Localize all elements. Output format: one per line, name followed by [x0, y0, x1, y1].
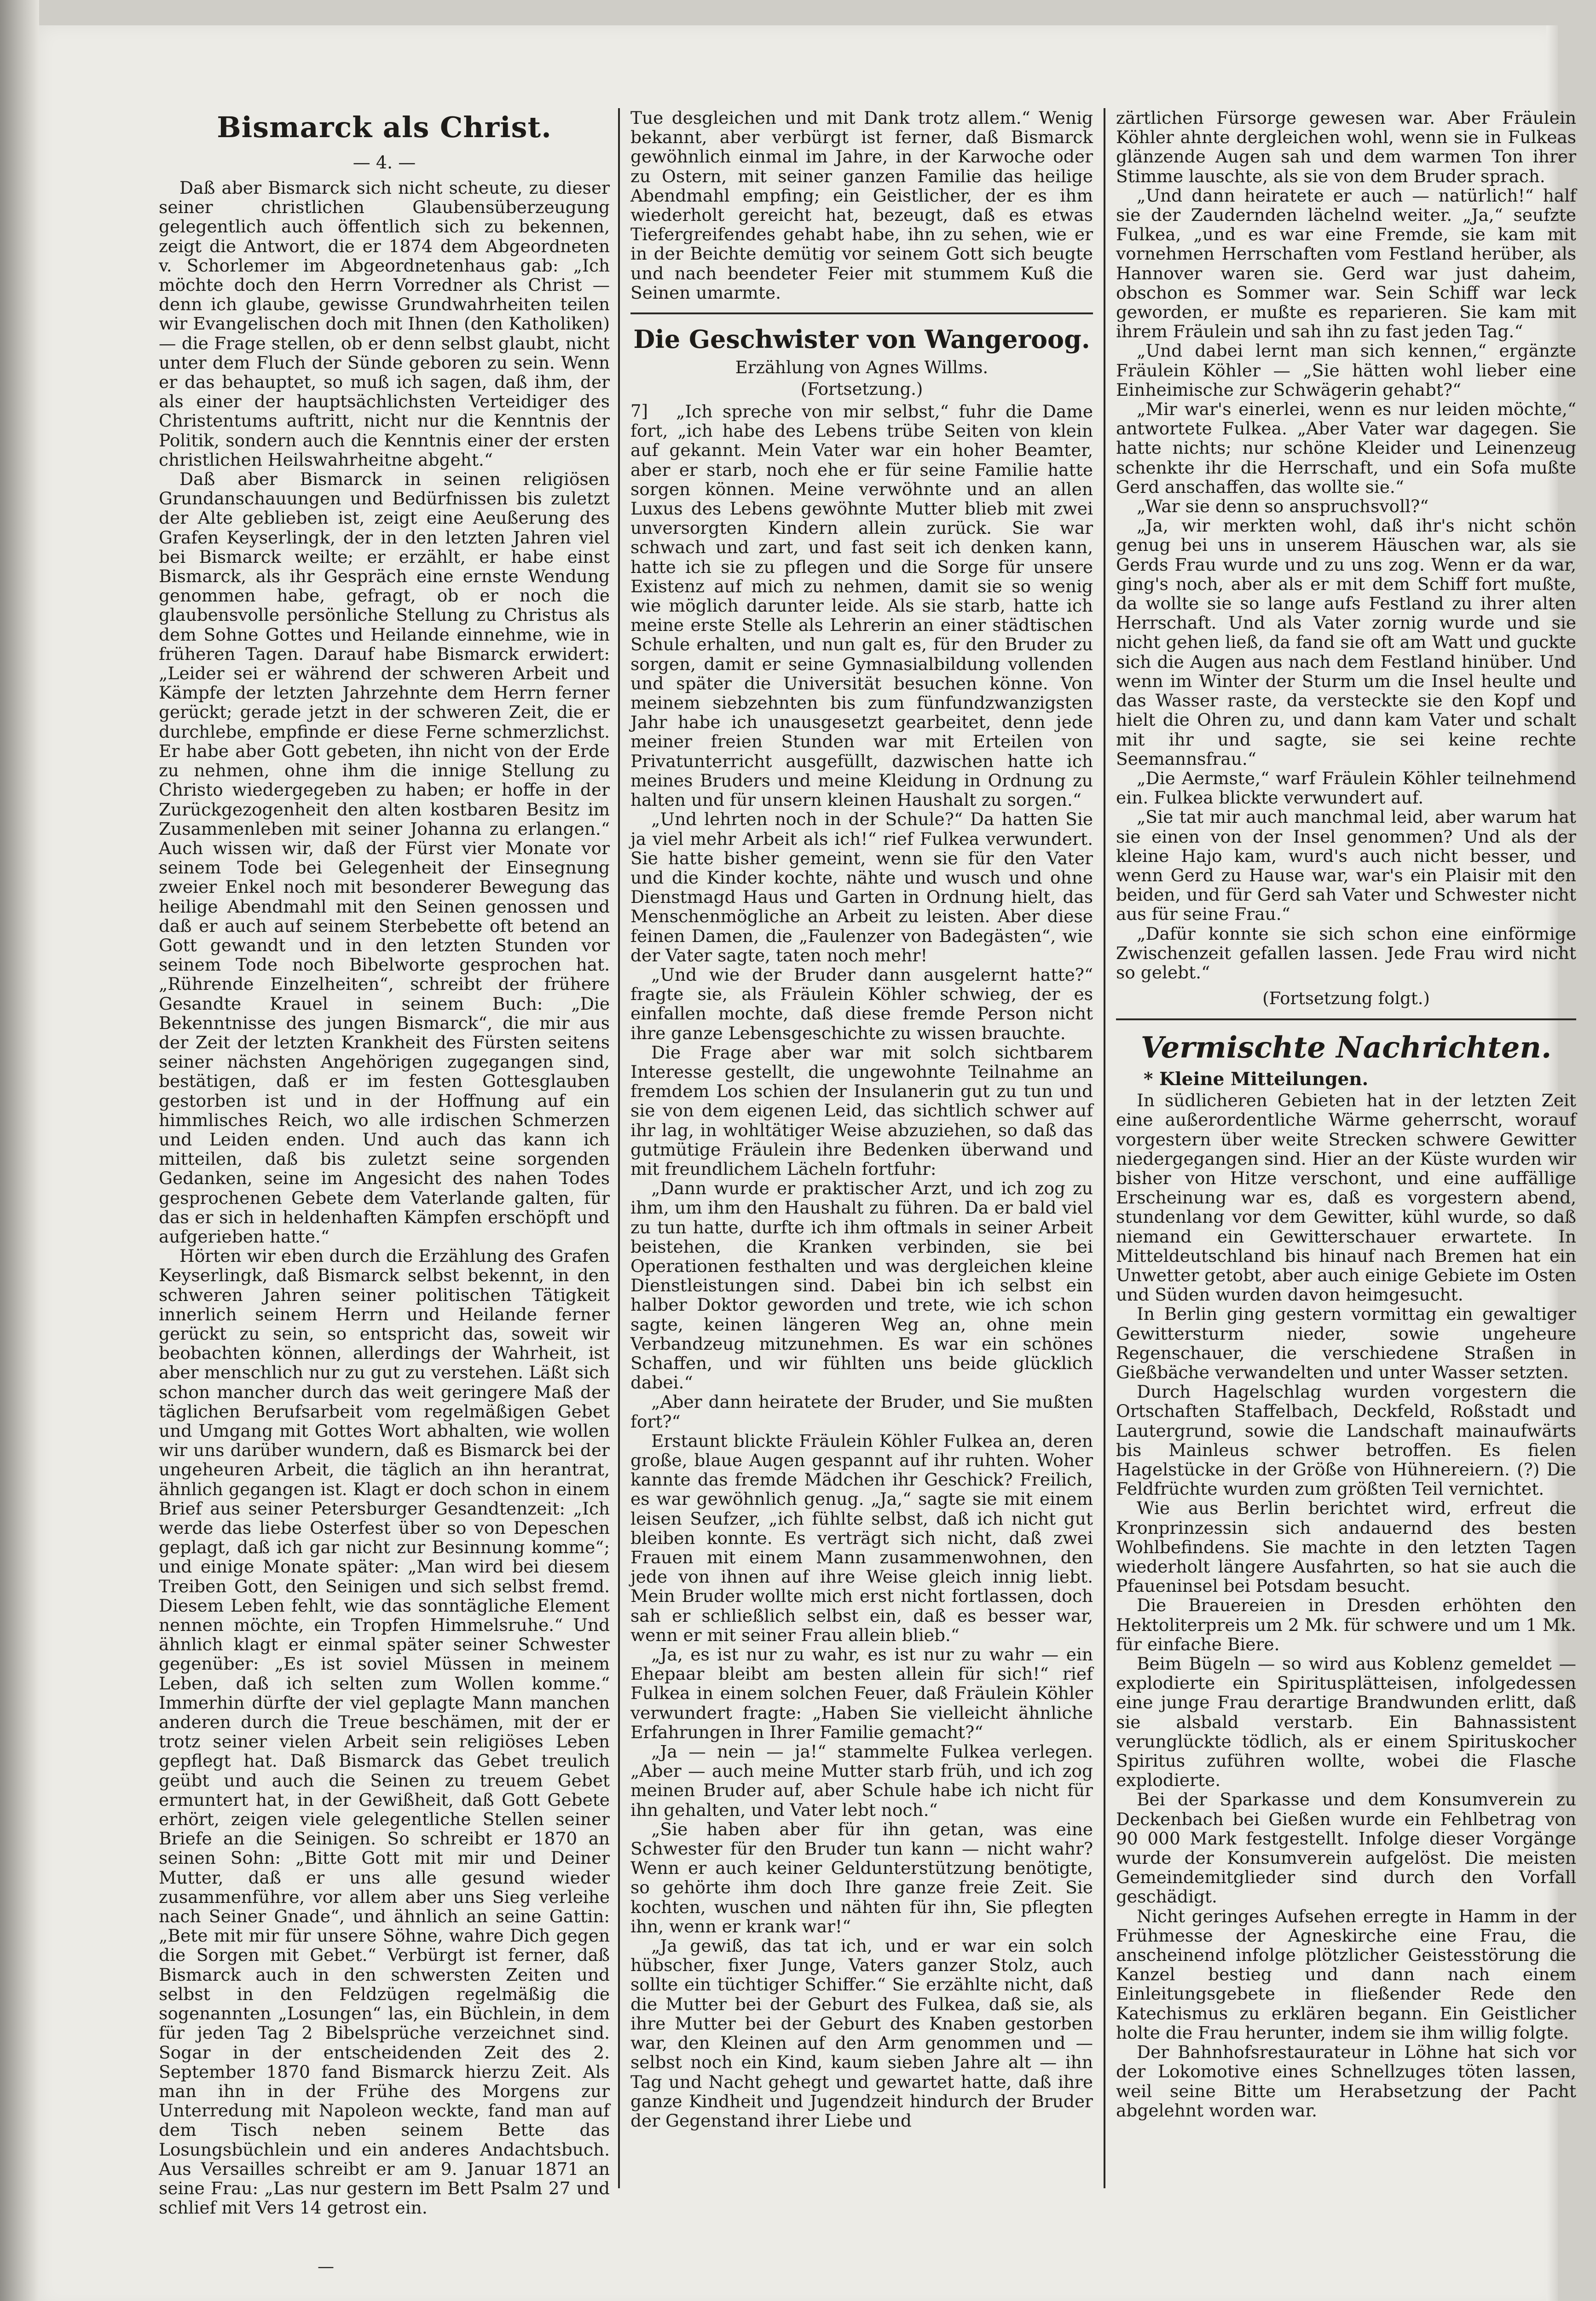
paragraph: „Und wie der Bruder dann ausgelernt hatte?“ fragte sie, als Fräulein Köhler schwieg, der es einfallen mochte, daß diese fremde Person nicht ihre ganze Lebensgeschichte zu wissen brauchte. [630, 964, 1093, 1043]
paragraph: Tue desgleichen und mit Dank trotz allem.“ Wenig bekannt, aber verbürgt ist ferner, daß Bismarck gewöhnlich einmal im Jahre, in der Karwoche oder zu Ostern, mit seiner ganzen Familie das heilige Abendmahl empfing; ein Geistlicher, der es ihm wiederholt gereicht hat, bezeugt, daß es etwas Tiefergreifendes gehabt habe, ihn zu sehen, wie er in der Beichte demütig vor seinem Gott sich beugte und nach beendeter Feier mit stummem Kuß die Seinen umarmte. [630, 108, 1093, 303]
paragraph: Daß aber Bismarck sich nicht scheute, zu dieser seiner christlichen Glaubensüberzeugung gelegentlich auch öffentlich sich zu bekennen, zeigt die Antwort, die er 1874 dem Abgeordneten v. Schorlemer im Abgeordnetenhaus gab: „Ich möchte doch den Herrn Vorredner als Christ — denn ich glaube, gewisse Grundwahrheiten teilen wir Evangelischen doch mit Ihnen (den Katholiken) — die Frage stellen, ob er denn selbst glaubt, nicht unter dem Fluch der Sünde geboren zu sein. Wenn er das behauptet, so muß ich sagen, daß ihm, der als einer der hauptsächlichsten Verteidiger des Christentums auftritt, nicht nur die Kenntnis der Politik, sondern auch die Kenntnis einer der ersten christlichen Heilswahrheitne abgeht.“ [159, 178, 610, 470]
paragraph: „Dann wurde er praktischer Arzt, und ich zog zu ihm, um ihm den Haushalt zu führen. Da er bald viel zu tun hatte, durfte ich ihm oftmals in seiner Arbeit beistehen, die Kranken verbinden, sie bei Operationen festhalten und was dergleichen kleine Dienstleistungen sind. Dabei bin ich selbst ein halber Doktor geworden und trete, wie ich schon sagte, keinen längeren Weg an, ohne mein Verbandzeug mitzunehmen. Es war ein schönes Schaffen, und wir fühlten uns beide glücklich dabei.“ [630, 1178, 1093, 1393]
paragraph: Daß aber Bismarck in seinen religiösen Grundanschauungen und Bedürfnissen bis zuletzt der Alte geblieben ist, zeigt eine Aeußerung des Grafen Keyserlingk, der in den letzten Jahren viel bei Bismarck weilte; er erzählt, er habe einst Bismarck, als ihr Gespräch eine ernste Wendung genommen habe, gefragt, ob er noch die glaubensvolle persönliche Stellung zu Christus als dem Sohne Gottes und Heilande einnehme, wie in früheren Tagen. Darauf habe Bismarck erwidert: „Leider sei er während der schweren Arbeit und Kämpfe der letzten Jahrzehnte dem Herrn ferner gerückt; gerade jetzt in der schweren Zeit, die er durchlebe, empfinde er diese Ferne schmerzlichst. Er habe aber Gott gebeten, ihn nicht von der Erde zu nehmen, ohne ihm die innige Stellung zu Christo wiedergegeben zu haben; er hoffe in der Zurückgezogenheit den alten kostbaren Besitz im Zusammenleben mit seiner Johanna zu erlangen.“ Auch wissen wir, daß der Fürst vier Monate vor seinem Tode bei Gelegenheit der Einsegnung zweier Enkel noch mit besonderer Bewegung das heilige Abendmahl mit den Seinen genossen und daß er auch auf seinem Sterbebette oft betend an Gott gewandt und in den letzten Stunden vor seinem Tode noch Bibelworte gesprochen hat. „Rührende Einzelheiten“, schreibt der frühere Gesandte Krauel in seinem Buch: „Die Bekenntnisse des jungen Bismarck“, die mir aus der Zeit der letzten Krankheit des Fürsten seitens seiner nächsten Angehörigen zugegangen sind, bestätigen, daß er im festen Gottesglauben gestorben ist und in der Hoffnung auf ein himmlisches Reich, wo alle irdischen Schmerzen und Leiden enden. Und auch das kann ich mitteilen, daß bis zuletzt seine sorgenden Gedanken, seine im Angesicht des nahen Todes gesprochenen Gebete dem Vaterlande galten, für das er sich in heldenhaften Kämpfen erschöpft und aufgerieben hatte.“ [159, 469, 610, 1247]
story-continued-label: (Fortsetzung.) [800, 379, 923, 399]
column-1 [159, 85, 610, 2217]
story-body-continued [1116, 108, 1576, 982]
section-divider [630, 312, 1093, 314]
installment-number: 7] [630, 401, 648, 422]
news-item: Beim Bügeln — so wird aus Koblenz gemeldet — explodierte ein Spiritusplätteisen, infolgedessen eine junge Frau derartige Brandwunden erlitt, daß sie alsbald verstarb. Ein Bahnassistent verunglückte tödlich, als er einem Spirituskocher Spiritus zuführen wollte, wobei die Flasche explodierte. [1116, 1653, 1576, 1791]
paragraph: „Und dann heiratete er auch — natürlich!“ half sie der Zaudernden lächelnd weiter. „Ja,“ seufzte Fulkea, „und es war eine Fremde, sie kam mit vornehmen Herrschaften vom Festland herüber, als Hannover waren sie. Gerd war just daheim, obschon es Sommer war. Sein Schiff war leck geworden, er mußte es reparieren. Sie kam mit ihrem Fräulein und sah ihn zu fast jeden Tag.“ [1116, 185, 1576, 342]
story-body [630, 402, 1093, 2130]
paragraph: „Aber dann heiratete der Bruder, und Sie mußten fort?“ [630, 1392, 1093, 1432]
section-divider [1116, 1018, 1576, 1020]
news-item: Die Brauereien in Dresden erhöhten den Hektoliterpreis um 2 Mk. für schwere und um 1 Mk. für einfache Biere. [1116, 1595, 1576, 1654]
news-item: In Berlin ging gestern vormittag ein gewaltiger Gewittersturm nieder, sowie ungeheure Regenschauer, die verschiedene Straßen in Gießbäche verwandelten und unter Wasser setzten. [1116, 1304, 1576, 1382]
paragraph: Die Frage aber war mit solch sichtbarem Interesse gestellt, die ungewohnte Teilnahme an fremdem Los schien der Insulanerin gut zu tun und sie von dem eigenen Leid, das sichtlich schwer auf ihr lag, in wohltätiger Weise abzuziehen, so daß das gutmütige Fräulein ihre Bedenken überwand und mit freundlichem Lächeln fortfuhr: [630, 1042, 1093, 1179]
news-item: Wie aus Berlin berichtet wird, erfreut die Kronprinzessin sich andauernd des besten Wohlbefindens. Sie machte in den letzten Tagen wiederholt längere Ausfahrten, so hat sie auch die Pfaueninsel bei Potsdam besucht. [1116, 1498, 1576, 1596]
news-item: Bei der Sparkasse und dem Konsumverein zu Deckenbach bei Gießen wurde ein Fehlbetrag von 90 000 Mark festgestellt. Infolge dieser Vorgänge wurde der Konsumverein aufgelöst. Die meisten Gemeindemitglieder sind durch den Vorfall geschädigt. [1116, 1789, 1576, 1907]
story-title: Die Geschwister von Wangeroog. [633, 324, 1090, 354]
column-3 [1116, 108, 1576, 2120]
paragraph: „Und lehrten noch in der Schule?“ Da hatten Sie ja viel mehr Arbeit als ich!“ rief Fulkea verwundert. Sie hatte bisher gemeint, wenn sie für den Vater und die Kinder kochte, nähte und wusch und ohne Dienstmagd Haus und Garten in Ordnung hielt, das Menschenmögliche an Arbeit zu leisten. Aber diese feinen Damen, die „Faulenzer von Badegästen“, wie der Vater sagte, taten noch mehr! [630, 809, 1093, 965]
paragraph: „Ja gewiß, das tat ich, und er war ein solch hübscher, fixer Junge, Vaters ganzer Stolz, auch sollte ein tüchtiger Schiffer.“ Sie erzählte nicht, daß die Mutter bei der Geburt des Fulkea, daß sie, als ihre Mutter bei der Geburt des Knaben gestorben war, den Kleinen auf den Arm genommen und — selbst noch ein Kind, kaum sieben Jahre alt — ihn Tag und Nacht gehegt und gewartet hatte, daß ihre ganze Kindheit und Jugendzeit hindurch der Bruder der Gegenstand ihrer Liebe und [630, 1936, 1093, 2131]
to-be-continued-label: (Fortsetzung folgt.) [1262, 989, 1430, 1009]
paragraph: „Und dabei lernt man sich kennen,“ ergänzte Fräulein Köhler — „Sie hätten wohl lieber eine Einheimische zur Schwägerin gehabt?“ [1116, 341, 1576, 400]
paragraph: „Ja — nein — ja!“ stammelte Fulkea verlegen. „Aber — auch meine Mutter starb früh, und ich zog meinen Bruder auf, aber Schule habe ich nicht für ihn gehalten, und Vater lebt noch.“ [630, 1741, 1093, 1820]
paragraph: „War sie denn so anspruchsvoll?“ [1137, 496, 1429, 517]
paragraph: Erstaunt blickte Fräulein Köhler Fulkea an, deren große, blaue Augen gespannt auf ihr ruhten. Woher kannte das fremde Mädchen ihr Geschick? Freilich, es war gewöhnlich genug. „Ja,“ sagte sie mit einem leisen Seufzer, „ich fühlte selbst, daß ich nicht gut bleiben konnte. Es verträgt sich nicht, daß zwei Frauen mit einem Mann zusammenwohnen, den jede von ihnen auf ihre Weise gleich innig liebt. Mein Bruder wollte mich erst nicht fortlassen, doch sah er schließlich selbst ein, daß es besser war, wenn er mit seiner Frau allein blieb.“ [630, 1430, 1093, 1645]
news-item: Nicht geringes Aufsehen erregte in Hamm in der Frühmesse der Agneskirche eine Frau, die anscheinend infolge plötzlicher Geistesstörung die Kanzel bestieg und dann nach einem Einleitungsgebete in fließender Rede den Katechismus zu erklären begann. Ein Geistlicher holte die Frau herunter, indem sie ihm willig folgte. [1116, 1906, 1576, 2043]
paragraph: „Ich spreche von mir selbst,“ fuhr die Dame fort, „ich habe des Lebens trübe Seiten von klein auf gekannt. Mein Vater war ein hoher Beamter, aber er starb, noch ehe er für seine Familie hatte sorgen können. Meine verwöhnte und an allen Luxus des Lebens gewöhnte Mutter blieb mit zwei unversorgten Kindern allein zurück. Sie war schwach und zart, und fast seit ich denken kann, hatte ich sie zu pflegen und die Sorge für unsere Existenz auf mich zu nehmen, damit sie so wenig wie möglich darunter leide. Als sie starb, hatte ich meine erste Stelle als Lehrerin an einer städtischen Schule erhalten, und nun galt es, für den Bruder zu sorgen, damit er seine Gymnasialbildung vollenden und später die Universität besuchen könne. Von meinem siebzehnten bis zum fünfundzwanzigsten Jahr habe ich unausgesetzt gearbeitet, denn jede meiner freien Stunden war mit Erteilen von Privatunterricht ausgefüllt, dazwischen hatte ich meines Bruders und meine Kleidung in Ordnung zu halten und für unsern kleinen Haushalt zu sorgen.“ [630, 401, 1093, 810]
news-body [1116, 1091, 1576, 2120]
paragraph: „Ja, wir merkten wohl, daß ihr's nicht schön genug bei uns in unserem Häuschen war, als sie Gerds Frau wurde und zu uns zog. Wenn er da war, ging's noch, aber als er mit dem Schiff fort mußte, da wollte sie so lange aufs Festland zu ihrer alten Herrschaft. Und als Vater zornig wurde und sie nicht gehen ließ, da fand sie oft am Watt und guckte sich die Augen aus nach dem Festland hinüber. Und wenn im Winter der Sturm um die Insel heulte und das Wasser raste, da versteckte sie den Kopf und hielt die Ohren zu, und dann kam Vater und schalt mit ihr und sagte, sie sei keine rechte Seemannsfrau.“ [1116, 515, 1576, 769]
article-part-number: — 4. — [353, 152, 416, 173]
article-continuation [630, 108, 1093, 302]
news-section-title: Vermischte Nachrichten. [1140, 1030, 1552, 1065]
paragraph: „Sie haben aber für ihn getan, was eine Schwester für den Bruder tun kann — nicht wahr? Wenn er auch keiner Geldunterstützung benötigte, so gehörte ihm doch Ihre ganze freie Zeit. Sie kochten, wuschen und nähten für ihn, Sie pflegten ihn, wenn er krank war!“ [630, 1819, 1093, 1937]
article-title: Bismarck als Christ. [217, 110, 552, 144]
article-body [159, 178, 610, 2217]
paragraph: „Ja, es ist nur zu wahr, es ist nur zu wahr — ein Ehepaar bleibt am besten allein für sich!“ rief Fulkea in einem solchen Feuer, daß Fräulein Köhler verwundert fragte: „Haben Sie vielleicht ähnliche Erfahrungen in Ihrer Familie gemacht?“ [630, 1644, 1093, 1742]
paragraph: „Sie tat mir auch manchmal leid, aber warum hat sie einen von der Insel genommen? Und als der kleine Hajo kam, wurd's auch nicht besser, und wenn Gerd zu Hause war, war's ein Plaisir mit den beiden, und für Gerd sah Vater und Schwester nicht aus für seine Frau.“ [1116, 807, 1576, 925]
news-item: Durch Hagelschlag wurden vorgestern die Ortschaften Staffelbach, Deckfeld, Roßstadt und Lautergrund, sowie die Landschaft mainaufwärts bis Mainleus schwer betroffen. Es fielen Hagelstücke in der Größe von Hühnereiern. (?) Die Feldfrüchte wurden zum größten Teil vernichtet. [1116, 1382, 1576, 1499]
paragraph: zärtlichen Fürsorge gewesen war. Aber Fräulein Köhler ahnte dergleichen wohl, wenn sie in Fulkeas glänzende Augen sah und dem warmen Ton ihrer Stimme lauschte, als sie von dem Bruder sprach. [1116, 108, 1576, 186]
column-rule-2 [1104, 108, 1105, 2188]
news-subsection-title: * Kleine Mitteilungen. [1144, 1069, 1369, 1090]
news-item: Der Bahnhofsrestaurateur in Löhne hat sich vor der Lokomotive eines Schnellzuges töten lassen, weil seine Bitte um Herabsetzung der Pacht abgelehnt worden war. [1116, 2042, 1576, 2121]
story-byline: Erzählung von Agnes Willms. [735, 358, 989, 378]
news-item: In südlicheren Gebieten hat in der letzten Zeit eine außerordentliche Wärme geherrscht, worauf vorgestern über weite Strecken schwere Gewitter niedergegangen sind. Hier an der Küste wurden wir bisher von Hitze verschont, und eine auffällige Erscheinung war es, daß es vorgestern abend, stundenlang vor dem Gewitter, kühl wurde, so daß niemand ein Gewitterschauer erwartete. In Mitteldeutschland bis hinauf nach Bremen hat ein Unwetter getobt, aber auch einige Gebiete im Osten und Süden wurden davon heimgesucht. [1116, 1090, 1576, 1305]
column-rule-1 [618, 108, 620, 2188]
page-footer-dash: — [318, 2257, 334, 2276]
paragraph: „Dafür konnte sie sich schon eine einförmige Zwischenzeit gefallen lassen. Jede Frau wird nicht so gelebt.“ [1116, 923, 1576, 983]
paragraph: „Mir war's einerlei, wenn es nur leiden möchte,“ antwortete Fulkea. „Aber Vater war dagegen. Sie hatte nichts; nur schöne Kleider und Leinenzeug schenkte ihr die Herrschaft, und ein Sofa mußte Gerd anschaffen, das wollte sie.“ [1116, 399, 1576, 497]
book-binding-gutter [0, 0, 39, 2301]
paragraph: Hörten wir eben durch die Erzählung des Grafen Keyserlingk, daß Bismarck selbst bekennt, in den schweren Jahren seiner politischen Tätigkeit innerlich seinem Herrn und Heilande ferner gerückt zu sein, so entspricht das, soweit wir beobachten können, allerdings der Wahrheit, ist aber menschlich nur zu gut zu verstehen. Läßt sich schon mancher durch das weit geringere Maß der täglichen Berufsarbeit vom regelmäßigen Gebet und Umgang mit Gottes Wort abhalten, wie wollen wir uns darüber wundern, daß es Bismarck bei der ungeheuren Arbeit, die täglich an ihn herantrat, ähnlich gegangen ist. Klagt er doch schon in einem Brief aus seiner Petersburger Gesandtenzeit: „Ich werde das liebe Osterfest über so von Depeschen geplagt, daß ich gar nicht zur Besinnung komme“; und einige Monate später: „Man wird bei diesem Treiben Gott, den Seinigen und sich selbst fremd. Diesem Leben fehlt, wie das sonntägliche Element nennen möchte, ein Tropfen Himmelsruhe.“ Und ähnlich klagt er einmal später seiner Schwester gegenüber: „Es ist soviel Müssen in meinem Leben, daß ich selten zum Wollen komme.“ Immerhin dürfte der viel geplagte Mann manchen anderen durch die Treue beschämen, mit der er trotz seiner vielen Arbeit sein religiöses Leben gepflegt hat. Daß Bismarck das Gebet treulich geübt und auch die Seinen zu treuem Gebet ermuntert hat, in der Gewißheit, daß Gott Gebete erhört, zeigen viele gelegentliche Stellen seiner Briefe an die Seinigen. So schreibt er 1870 an seinen Sohn: „Bitte Gott mit mir und Deiner Mutter, daß er uns alle gesund wieder zusammenführe, vor allem aber uns Sieg verleihe nach Seiner Gnade“, und ähnlich an seine Gattin: „Bete mit mir für unsere Söhne, wahre Dich gegen die Sorgen mit Gebet.“ Verbürgt ist ferner, daß Bismarck auch in den schwersten Zeiten und selbst in den Feldzügen regelmäßig die sogenannten „Losungen“ las, ein Büchlein, in dem für jeden Tag 2 Bibelsprüche verzeichnet sind. Sogar in der entscheidenden Zeit des 2. September 1870 fand Bismarck hierzu Zeit. Als man ihn in der Frühe des Morgens zur Unterredung mit Napoleon weckte, fand man auf dem Tisch neben seinem Bette das Losungsbüchlein und ein anderes Andachtsbuch. Aus Versailles schreibt er am 9. Januar 1871 an seine Frau: „Las nur gestern im Bett Psalm 27 und schlief mit Vers 14 getrost ein. [159, 1246, 610, 2218]
paragraph: „Die Aermste,“ warf Fräulein Köhler teilnehmend ein. Fulkea blickte verwundert auf. [1116, 768, 1576, 808]
column-2 [630, 108, 1093, 2130]
